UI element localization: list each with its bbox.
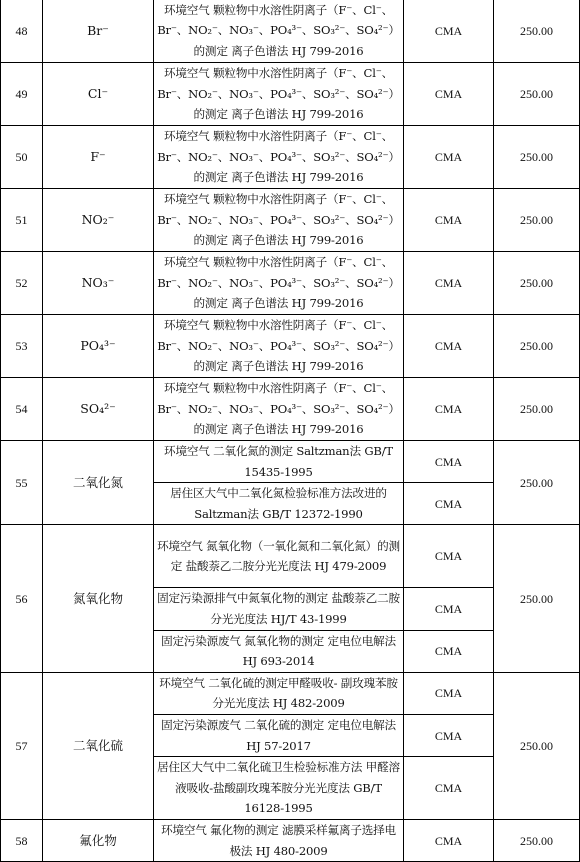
price: 250.00 (494, 315, 580, 378)
table-row (1, 315, 580, 378)
qualification: CMA (404, 820, 494, 862)
qualification: CMA (404, 525, 494, 588)
row-number: 57 (1, 672, 43, 819)
method-text: 固定污染源废气 氮氧化物的测定 定电位电解法 HJ 693-2014 (154, 630, 404, 672)
method-text: 环境空气 颗粒物中水溶性阴离子（F⁻、Cl⁻、Br⁻、NO₂⁻、NO₃⁻、PO₄³⁻、SO₃²⁻、SO₄²⁻）的测定 离子色谱法 HJ 799-2016 (154, 378, 404, 441)
price: 250.00 (494, 63, 580, 126)
qualification: CMA (404, 672, 494, 714)
table-row (1, 63, 580, 126)
table-row (1, 378, 580, 441)
method-text: 固定污染源排气中氮氧化物的测定 盐酸萘乙二胺分光光度法 HJ/T 43-1999 (154, 588, 404, 630)
qualification: CMA (404, 483, 494, 525)
method-text: 环境空气 颗粒物中水溶性阴离子（F⁻、Cl⁻、Br⁻、NO₂⁻、NO₃⁻、PO₄³⁻、SO₃²⁻、SO₄²⁻）的测定 离子色谱法 HJ 799-2016 (154, 315, 404, 378)
table-row (1, 126, 580, 189)
table-row (1, 189, 580, 252)
row-number: 49 (1, 63, 43, 126)
method-text: 环境空气 颗粒物中水溶性阴离子（F⁻、Cl⁻、Br⁻、NO₂⁻、NO₃⁻、PO₄³⁻、SO₃²⁻、SO₄²⁻）的测定 离子色谱法 HJ 799-2016 (154, 63, 404, 126)
method-text: 环境空气 颗粒物中水溶性阴离子（F⁻、Cl⁻、Br⁻、NO₂⁻、NO₃⁻、PO₄³⁻、SO₃²⁻、SO₄²⁻）的测定 离子色谱法 HJ 799-2016 (154, 126, 404, 189)
price: 250.00 (494, 189, 580, 252)
table-row (1, 525, 580, 588)
method-text: 环境空气 二氧化氮的测定 Saltzman法 GB/T 15435-1995 (154, 441, 404, 483)
row-number: 48 (1, 0, 43, 63)
table-row (1, 441, 580, 483)
price: 250.00 (494, 672, 580, 819)
qualification: CMA (404, 757, 494, 820)
method-text: 居住区大气中二氧化氮检验标准方法改进的Saltzman法 GB/T 12372-1990 (154, 483, 404, 525)
row-number: 56 (1, 525, 43, 672)
qualification: CMA (404, 315, 494, 378)
item-name: 氟化物 (43, 820, 154, 862)
qualification: CMA (404, 63, 494, 126)
qualification: CMA (404, 630, 494, 672)
table-row (1, 252, 580, 315)
qualification: CMA (404, 252, 494, 315)
qualification: CMA (404, 126, 494, 189)
qualification: CMA (404, 714, 494, 756)
item-name: F⁻ (43, 126, 154, 189)
method-text: 环境空气 颗粒物中水溶性阴离子（F⁻、Cl⁻、Br⁻、NO₂⁻、NO₃⁻、PO₄³⁻、SO₃²⁻、SO₄²⁻）的测定 离子色谱法 HJ 799-2016 (154, 252, 404, 315)
qualification: CMA (404, 189, 494, 252)
item-name: Cl⁻ (43, 63, 154, 126)
row-number: 51 (1, 189, 43, 252)
item-name: Br⁻ (43, 0, 154, 63)
item-name: SO₄²⁻ (43, 378, 154, 441)
price: 250.00 (494, 820, 580, 862)
row-number: 54 (1, 378, 43, 441)
method-text: 居住区大气中二氧化硫卫生检验标准方法 甲醛溶液吸收-盐酸副玫瑰苯胺分光光度法 GB/T 16128-1995 (154, 757, 404, 820)
item-name: 氮氧化物 (43, 525, 154, 672)
method-text: 环境空气 二氧化硫的测定甲醛吸收- 副玫瑰苯胺分光光度法 HJ 482-2009 (154, 672, 404, 714)
price-table-body (1, 0, 580, 862)
method-text: 环境空气 氟化物的测定 滤膜采样氟离子选择电极法 HJ 480-2009 (154, 820, 404, 862)
row-number: 53 (1, 315, 43, 378)
price: 250.00 (494, 252, 580, 315)
row-number: 58 (1, 820, 43, 862)
item-name: 二氧化硫 (43, 672, 154, 819)
method-text: 环境空气 氮氧化物（一氧化氮和二氧化氮）的测定 盐酸萘乙二胺分光光度法 HJ 479-2009 (154, 525, 404, 588)
price: 250.00 (494, 525, 580, 672)
price: 250.00 (494, 0, 580, 63)
qualification: CMA (404, 0, 494, 63)
row-number: 52 (1, 252, 43, 315)
method-text: 环境空气 颗粒物中水溶性阴离子（F⁻、Cl⁻、Br⁻、NO₂⁻、NO₃⁻、PO₄³⁻、SO₃²⁻、SO₄²⁻）的测定 离子色谱法 HJ 799-2016 (154, 189, 404, 252)
method-text: 固定污染源废气 二氧化硫的测定 定电位电解法 HJ 57-2017 (154, 714, 404, 756)
method-text: 环境空气 颗粒物中水溶性阴离子（F⁻、Cl⁻、Br⁻、NO₂⁻、NO₃⁻、PO₄³⁻、SO₃²⁻、SO₄²⁻）的测定 离子色谱法 HJ 799-2016 (154, 0, 404, 63)
table-row (1, 672, 580, 714)
item-name: NO₃⁻ (43, 252, 154, 315)
item-name: 二氧化氮 (43, 441, 154, 525)
item-name: NO₂⁻ (43, 189, 154, 252)
row-number: 50 (1, 126, 43, 189)
qualification: CMA (404, 588, 494, 630)
price: 250.00 (494, 441, 580, 525)
row-number: 55 (1, 441, 43, 525)
table-row (1, 0, 580, 63)
qualification: CMA (404, 441, 494, 483)
item-name: PO₄³⁻ (43, 315, 154, 378)
price: 250.00 (494, 126, 580, 189)
price: 250.00 (494, 378, 580, 441)
table-row (1, 820, 580, 862)
qualification: CMA (404, 378, 494, 441)
